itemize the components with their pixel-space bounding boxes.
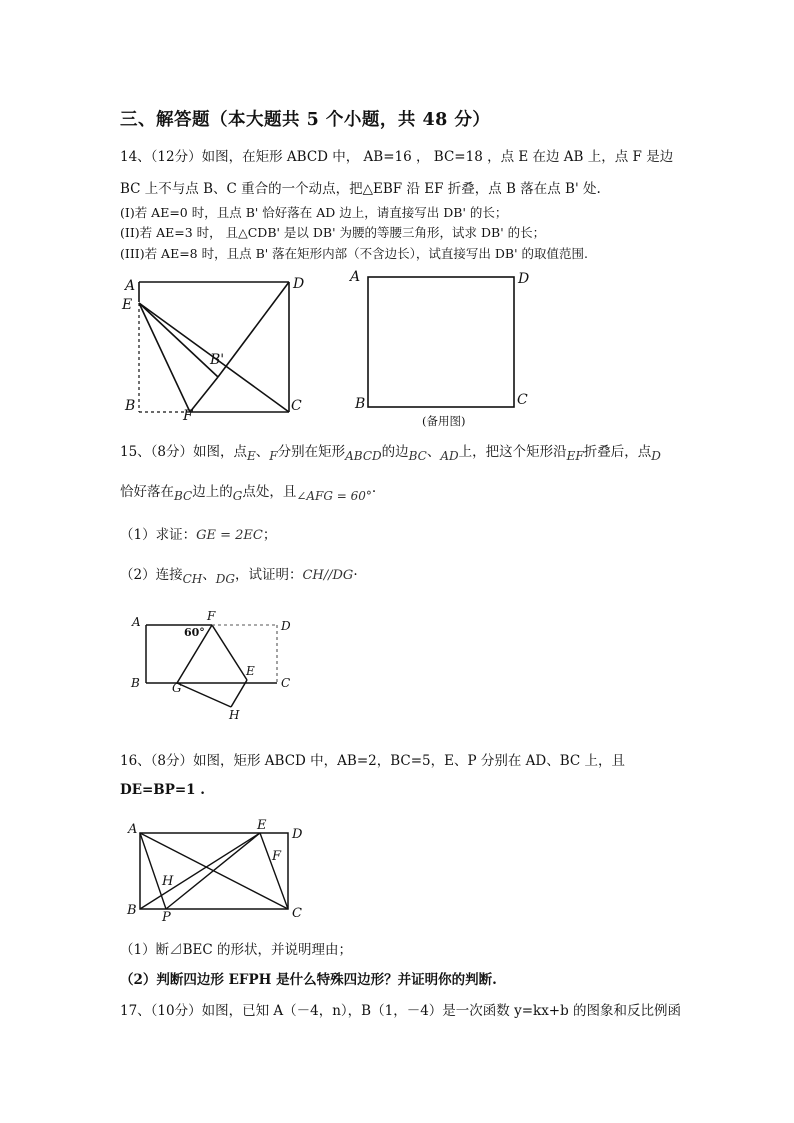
q15-sep-2: 、 bbox=[426, 444, 441, 460]
q15-math-bc: BC bbox=[408, 449, 427, 463]
q16-part1: （1）断⊿BEC 的形状，并说明理由； bbox=[120, 942, 352, 958]
fig1-label-e: E bbox=[122, 297, 133, 313]
fig16-label-d: D bbox=[292, 827, 303, 842]
q15-text-e: 折叠后，点 bbox=[583, 444, 652, 460]
section-title: 三、解答题（本大题共 5 个小题，共 48 分） bbox=[120, 110, 491, 130]
q15-part2-sep: 、 bbox=[202, 567, 216, 583]
q15-part2-math: CH//DG bbox=[302, 568, 354, 583]
fig1-label-b: B bbox=[125, 398, 136, 414]
fig16-label-f: F bbox=[272, 849, 282, 864]
fig15-label-g: G bbox=[172, 681, 182, 695]
q15-math-angle: ∠AFG = 60° bbox=[296, 489, 372, 503]
q15-math-g: G bbox=[232, 489, 243, 503]
fig16-label-h: H bbox=[162, 874, 174, 889]
q15-part2-end: · bbox=[353, 567, 358, 583]
fig15-label-e: E bbox=[246, 664, 255, 678]
q15-text-f: 恰好落在 bbox=[120, 484, 174, 500]
fig2-label-b: B bbox=[355, 396, 366, 412]
fig1-label-f: F bbox=[183, 408, 193, 424]
fig16-seg-be bbox=[140, 833, 260, 909]
fig16-label-e: E bbox=[257, 818, 267, 833]
q15-text-b: 分别在矩形 bbox=[277, 444, 346, 460]
q17-line1: 17、（10分）如图，已知 A（－4，n），B（1，－4）是一次函数 y=kx+b 的图象和反比例函 bbox=[120, 1003, 682, 1019]
q15-sep-1: 、 bbox=[255, 444, 270, 460]
q15-part1-math: GE = 2EC bbox=[196, 528, 263, 543]
fig15-label-f: F bbox=[207, 609, 216, 623]
q15-math-bc2: BC bbox=[174, 489, 193, 503]
q15-part2-m1: CH bbox=[182, 572, 203, 586]
fig15-label-b: B bbox=[131, 676, 140, 690]
q16-part2: （2）判断四边形 EFPH 是什么特殊四边形？并证明你的判断. bbox=[120, 972, 497, 988]
q15-part2-m2: DG bbox=[215, 572, 235, 586]
q15-text-a: 15、（8分）如图，点 bbox=[120, 444, 248, 460]
q15-text-g: 边上的 bbox=[192, 484, 233, 500]
fig15-label-a: A bbox=[132, 615, 141, 629]
fig1-label-b-prime: B' bbox=[210, 352, 225, 368]
fig2-label-c: C bbox=[517, 392, 528, 408]
fig1-label-a: A bbox=[125, 278, 136, 294]
fig15-label-h: H bbox=[229, 708, 240, 722]
q15-part2-mid: ，试证明： bbox=[234, 567, 303, 583]
fig2-label-d: D bbox=[518, 271, 530, 287]
fig15-angle-label: 60° bbox=[184, 626, 205, 639]
q15-part1-end: ； bbox=[262, 527, 277, 543]
q15-math-d: D bbox=[651, 449, 661, 463]
q15-math-f: F bbox=[269, 449, 278, 463]
q14-part1: (I)若 AE=0 时，且点 B' 恰好落在 AD 边上，请直接写出 DB' 的长； bbox=[120, 205, 508, 220]
fig15-label-c: C bbox=[281, 676, 291, 690]
fig1-label-c: C bbox=[291, 398, 302, 414]
q14-part2: (II)若 AE=3 时， 且△CDB' 是以 DB' 为腰的等腰三角形，试求 DB' 的长； bbox=[120, 225, 546, 240]
fig16-seg-ec bbox=[260, 833, 288, 909]
q14-line1: 14、（12分）如图，在矩形 ABCD 中， AB=16 ， BC=18 ，点 E 在边 AB 上，点 F 是边 bbox=[120, 149, 674, 165]
q15-part1-label: （1）求证： bbox=[120, 527, 197, 543]
q15-text-d: 上，把这个矩形沿 bbox=[458, 444, 567, 460]
fig15-label-d: D bbox=[281, 619, 291, 633]
q16-line1: 16、（8分）如图，矩形 ABCD 中，AB=2，BC=5，E、P 分别在 AD、BC 上，且 bbox=[120, 753, 626, 769]
fig1-label-d: D bbox=[293, 276, 305, 292]
fig16-label-p: P bbox=[162, 910, 171, 925]
q15-text-h: 点处，且 bbox=[242, 484, 297, 500]
q14-part3: (III)若 AE=8 时，且点 B' 落在矩形内部（不含边长），试直接写出 DB' 的取值范围. bbox=[120, 246, 588, 261]
q15-text-i: · bbox=[371, 484, 377, 500]
q15-math-abcd: ABCD bbox=[345, 449, 382, 463]
q14-line2: BC 上不与点 B、C 重合的一个动点，把△EBF 沿 EF 折叠，点 B 落在点 B' 处. bbox=[120, 181, 601, 197]
q15-math-e: E bbox=[247, 449, 256, 463]
q16-line2: DE=BP=1 . bbox=[120, 782, 205, 798]
q15-math-ad: AD bbox=[440, 449, 459, 463]
q15-part2-label: （2）连接 bbox=[120, 567, 183, 583]
q15-text-c: 的边 bbox=[381, 444, 409, 460]
q15-math-ef: EF bbox=[566, 449, 584, 463]
fig16-label-b: B bbox=[127, 903, 137, 918]
fig2-label-a: A bbox=[350, 269, 361, 285]
fig16-label-c: C bbox=[292, 906, 302, 921]
fig16-label-a: A bbox=[128, 822, 138, 837]
fig2-caption: (备用图) bbox=[422, 414, 466, 428]
